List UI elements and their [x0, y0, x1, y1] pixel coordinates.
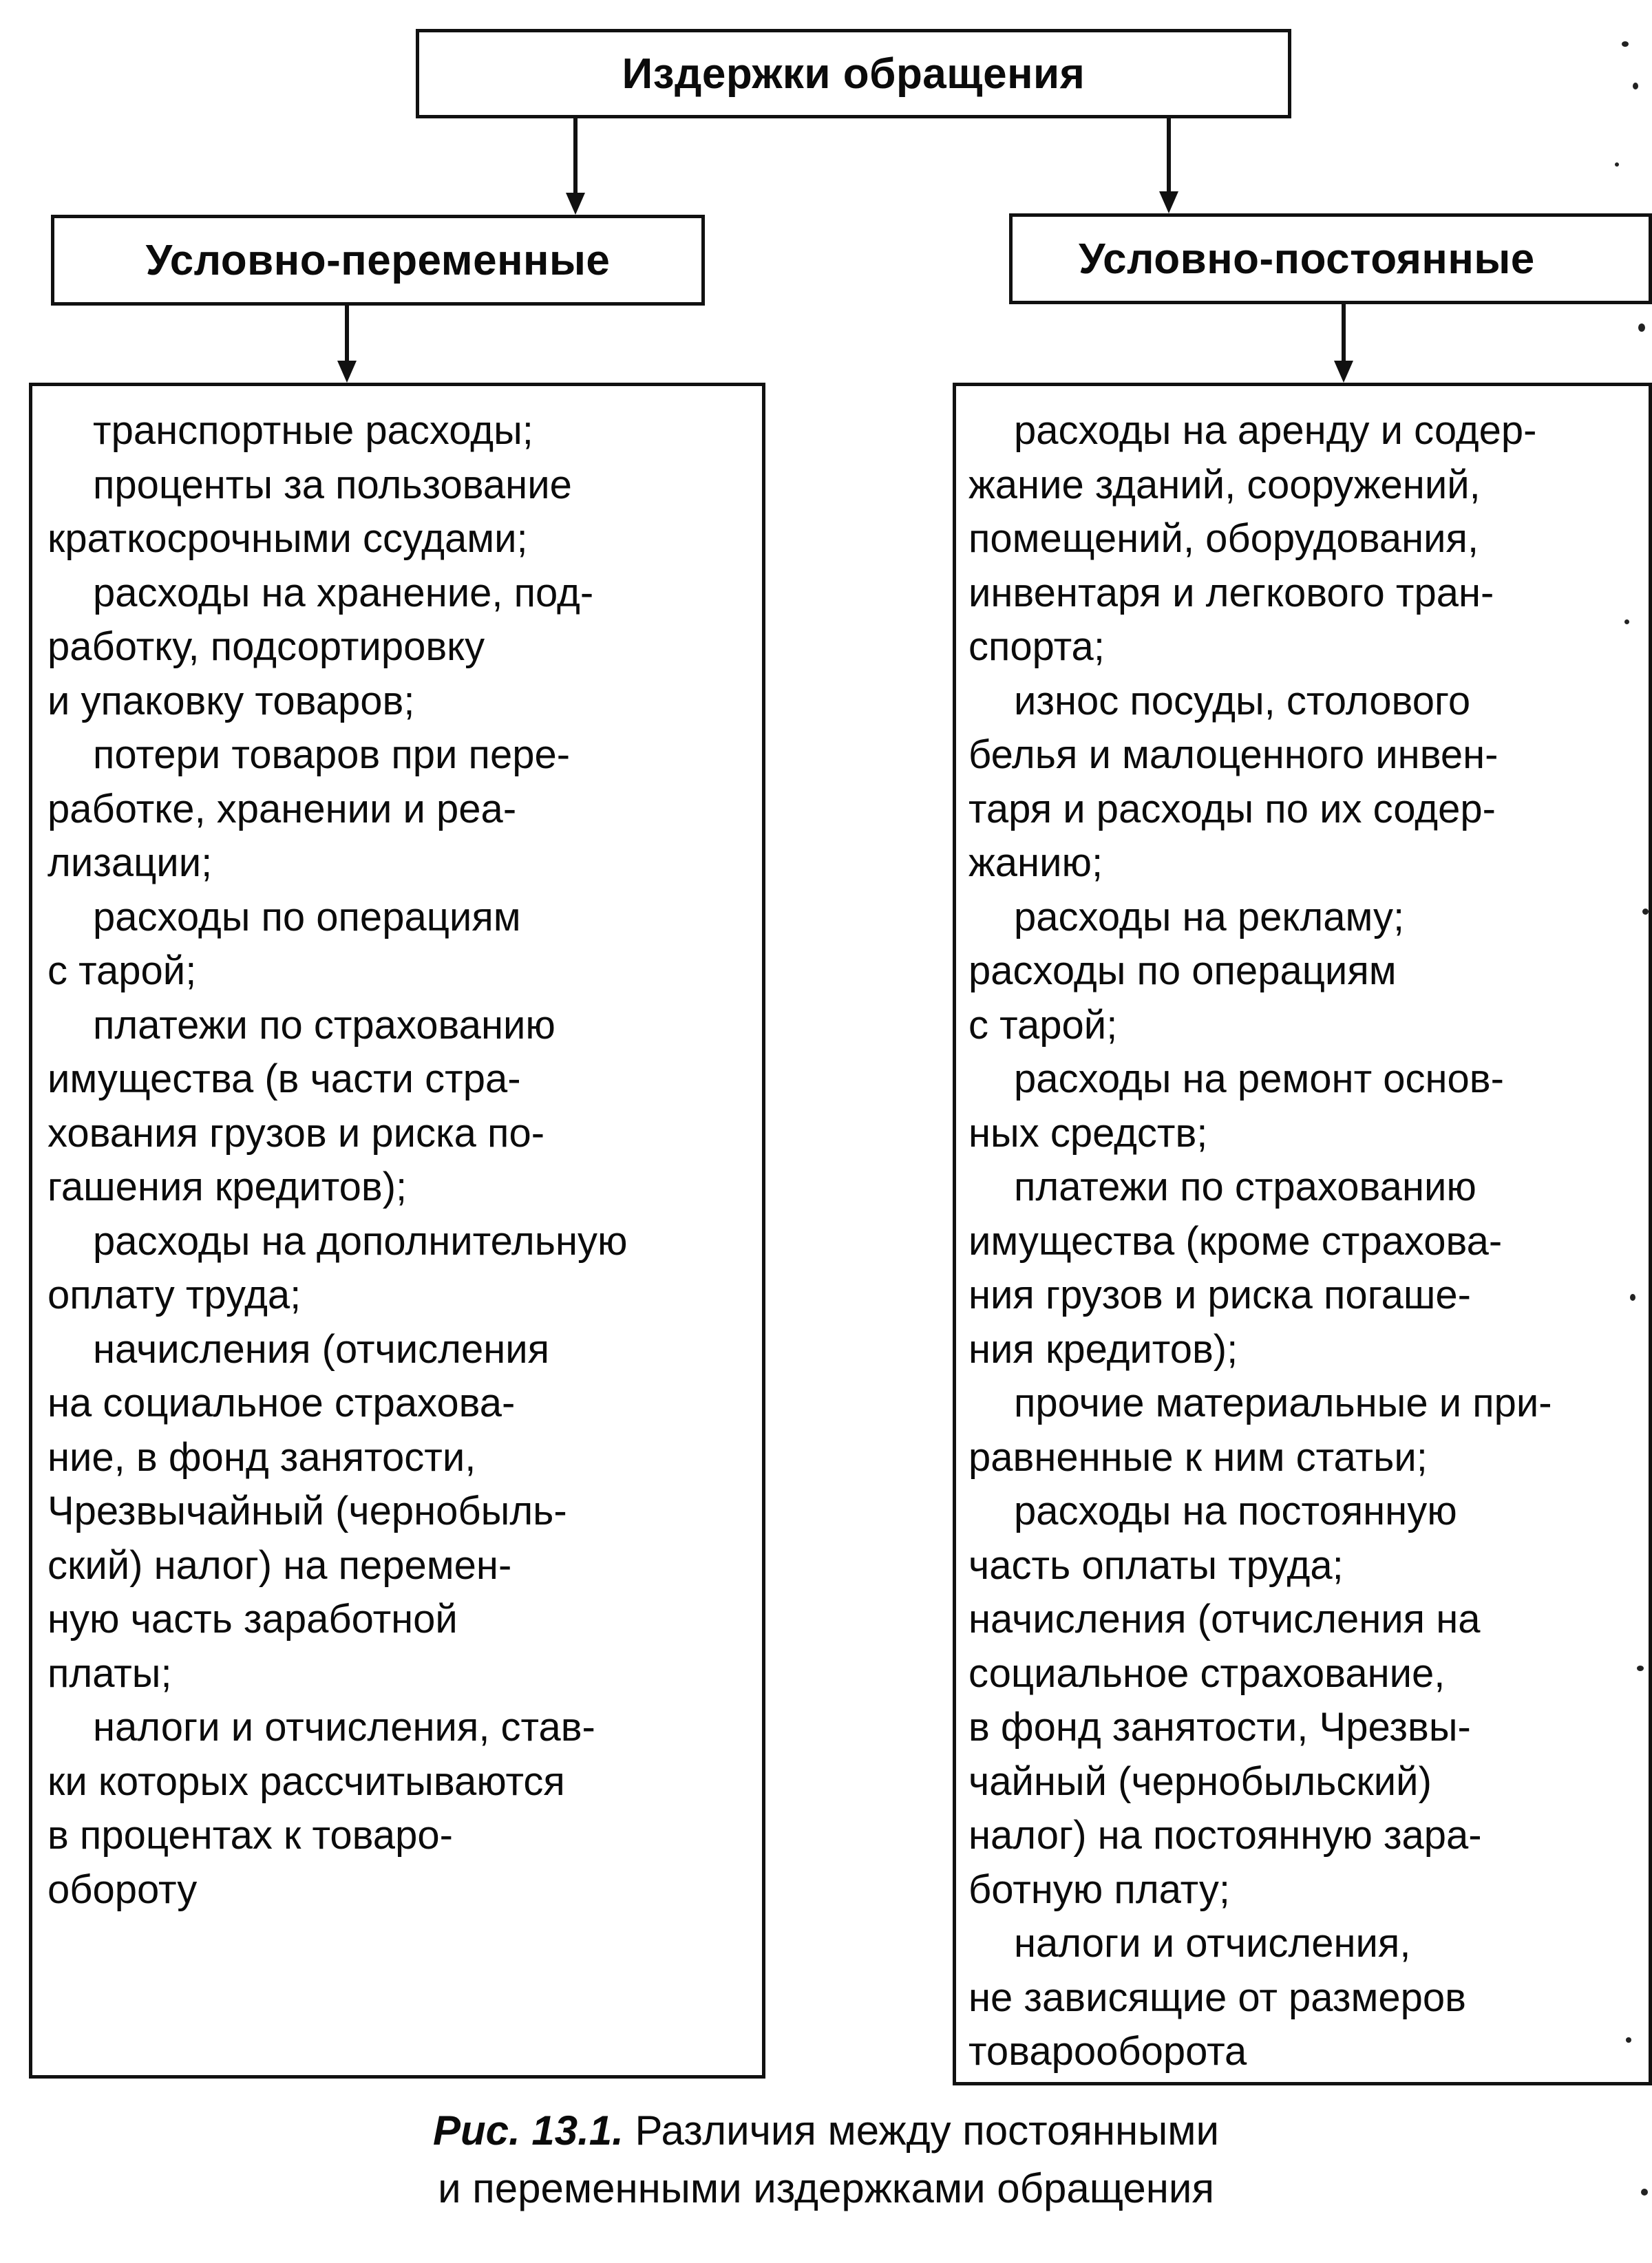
- arrow-root-to-left: [566, 118, 585, 215]
- left-item-line: ский) налог) на перемен-: [47, 1542, 512, 1588]
- figure-caption-line-2: [0, 2161, 1652, 2216]
- right-item-line: товарооборота: [968, 2029, 1247, 2074]
- right-item-line: начисления (отчисления на: [968, 1597, 1481, 1642]
- left-item-line: налоги и отчисления, став-: [93, 1705, 595, 1750]
- right-item-line: налоги и отчисления,: [1014, 1921, 1411, 1966]
- left-item-line: ки которых рассчитываются: [47, 1759, 565, 1804]
- root-title: Издержки обращения: [622, 50, 1086, 98]
- left-item-line: гашения кредитов);: [47, 1165, 407, 1209]
- left-item-line: хования грузов и риска по-: [47, 1110, 545, 1156]
- right-item-line: расходы по операциям: [968, 948, 1397, 993]
- left-item-line: в процентах к товаро-: [47, 1813, 453, 1858]
- left-category-title: Условно-переменные: [145, 236, 611, 284]
- root-node: [416, 29, 1291, 118]
- right-item-line: инвентаря и легкового тран-: [968, 570, 1494, 615]
- right-item-line: чайный (чернобыльский): [968, 1759, 1432, 1804]
- left-item-line: лизации;: [47, 840, 213, 885]
- caption-text-1: Различия между постоянными: [635, 2107, 1219, 2154]
- left-item-line: расходы на хранение, под-: [93, 570, 594, 615]
- right-item-line: имущества (кроме страхова-: [968, 1218, 1503, 1264]
- caption-text-2: и переменными издержками обращения: [438, 2165, 1214, 2211]
- left-item-line: ную часть заработной: [47, 1597, 458, 1642]
- right-item-line: часть оплаты труда;: [968, 1542, 1344, 1588]
- right-item-line: ботную плату;: [968, 1867, 1230, 1912]
- left-item-line: на социальное страхова-: [47, 1381, 516, 1425]
- right-items-box: [953, 383, 1652, 2085]
- left-item-line: транспортные расходы;: [93, 408, 533, 453]
- left-item-line: оплату труда;: [47, 1273, 301, 1317]
- arrow-root-to-right: [1159, 118, 1178, 213]
- left-items-box: [29, 383, 765, 2079]
- right-item-line: расходы на постоянную: [1014, 1489, 1457, 1533]
- left-item-line: расходы на дополнительную: [93, 1218, 628, 1264]
- right-item-line: жанию;: [968, 840, 1103, 885]
- figure-number: Рис. 13.1.: [433, 2107, 624, 2154]
- right-item-line: ния грузов и риска погаше-: [968, 1273, 1471, 1317]
- right-item-line: равненные к ним статьи;: [968, 1434, 1428, 1480]
- left-item-line: работке, хранении и реа-: [47, 786, 517, 831]
- left-item-line: работку, подсортировку: [47, 624, 485, 669]
- left-item-line: Чрезвычайный (чернобыль-: [47, 1489, 567, 1533]
- left-item-line: платы;: [47, 1650, 172, 1696]
- figure-caption-line-1: [0, 2103, 1652, 2158]
- left-item-line: начисления (отчисления: [93, 1326, 550, 1372]
- right-category-node: [1009, 213, 1652, 304]
- right-item-line: помещений, оборудования,: [968, 516, 1479, 561]
- right-item-line: расходы на рекламу;: [1014, 894, 1405, 939]
- right-item-line: расходы на ремонт основ-: [1014, 1056, 1504, 1101]
- right-items-text: [956, 386, 1649, 2079]
- right-item-line: платежи по страхованию: [1014, 1165, 1476, 1209]
- left-items-text: [32, 386, 762, 1917]
- right-item-line: жание зданий, сооружений,: [968, 462, 1481, 507]
- right-item-line: в фонд занятости, Чрезвы-: [968, 1705, 1471, 1750]
- right-item-line: налог) на постоянную зара-: [968, 1813, 1482, 1858]
- right-item-line: ных средств;: [968, 1110, 1208, 1156]
- right-item-line: прочие материальные и при-: [1014, 1381, 1552, 1425]
- left-item-line: ние, в фонд занятости,: [47, 1434, 476, 1480]
- left-item-line: с тарой;: [47, 948, 197, 993]
- left-item-line: имущества (в части стра-: [47, 1056, 521, 1101]
- left-item-line: расходы по операциям: [93, 894, 521, 939]
- left-item-line: потери товаров при пере-: [93, 732, 571, 777]
- right-item-line: расходы на аренду и содер-: [1014, 408, 1537, 453]
- arrow-right-head-to-list: [1334, 304, 1353, 383]
- right-item-line: социальное страхование,: [968, 1650, 1446, 1696]
- left-item-line: обороту: [47, 1867, 198, 1912]
- right-item-line: спорта;: [968, 624, 1105, 669]
- right-item-line: белья и малоценного инвен-: [968, 732, 1499, 777]
- right-item-line: с тарой;: [968, 1002, 1118, 1048]
- right-item-line: не зависящие от размеров: [968, 1975, 1466, 2020]
- right-category-title: Условно-постоянные: [1079, 235, 1535, 283]
- left-item-line: платежи по страхованию: [93, 1002, 555, 1048]
- arrow-left-head-to-list: [337, 306, 357, 383]
- left-item-line: проценты за пользование: [93, 462, 572, 507]
- right-item-line: ния кредитов);: [968, 1326, 1238, 1372]
- left-item-line: краткосрочными ссудами;: [47, 516, 528, 561]
- right-item-line: износ посуды, столового: [1014, 678, 1471, 723]
- left-item-line: и упаковку товаров;: [47, 678, 415, 723]
- right-item-line: таря и расходы по их содер-: [968, 786, 1496, 831]
- left-category-node: [51, 215, 705, 306]
